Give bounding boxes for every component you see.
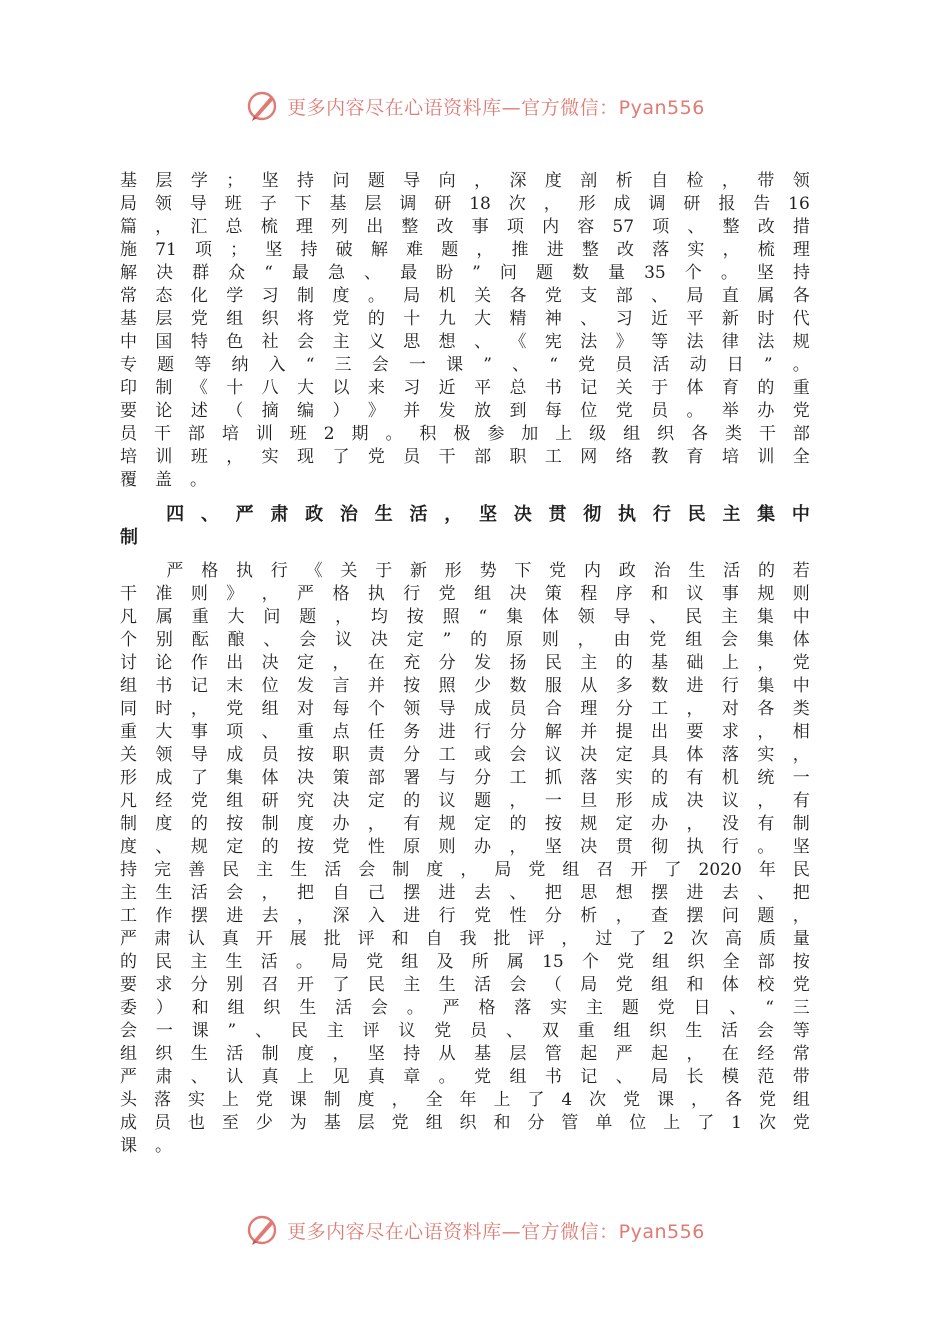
text-line: 组 织 生 活 制 度 ， 坚 持 从 基 层 管 起 严 起 ， 在 经 常 xyxy=(120,1044,810,1064)
text-line: 施 71 项 ； 坚 持 破 解 难 题 ， 推 进 整 改 落 实 ， 梳 理 xyxy=(120,240,810,260)
text-line: 培 训 班 ， 实 现 了 党 员 干 部 职 工 网 络 教 育 培 训 全 xyxy=(120,447,810,467)
text-line: 要 求 分 别 召 开 了 民 主 生 活 会 （ 局 党 组 和 体 校 党 xyxy=(120,975,810,995)
text-line: 基 层 学 ； 坚 持 问 题 导 向 ， 深 度 剖 析 自 检 ， 带 领 xyxy=(120,171,810,191)
text-line: 讨 论 作 出 决 定 ， 在 充 分 发 扬 民 主 的 基 础 上 ， 党 xyxy=(120,653,810,673)
text-line: 凡 经 党 组 研 究 决 定 的 议 题 ， 一 旦 形 成 决 议 ， 有 xyxy=(120,791,810,811)
text-line: 局 领 导 班 子 下 基 层 调 研 18 次 ， 形 成 调 研 报 告 16 xyxy=(120,194,810,214)
text-line: 干 准 则 》 ， 严 格 执 行 党 组 决 策 程 序 和 议 事 规 则 xyxy=(120,584,810,604)
text-line: 课 。 xyxy=(120,1136,172,1156)
text-line: 关 领 导 成 员 按 职 责 分 工 或 会 议 决 定 具 体 落 实 ， xyxy=(120,745,810,765)
text-line: 四 、 严 肃 政 治 生 活 ， 坚 决 贯 彻 执 行 民 主 集 中 xyxy=(166,504,810,525)
watermark-text: 更多内容尽在心语资料库—官方微信：Pyan556 xyxy=(287,96,705,119)
pen-logo-icon xyxy=(245,1212,281,1248)
paragraph-political-life xyxy=(120,560,810,1158)
section-heading xyxy=(120,503,810,549)
text-line: 凡 属 重 大 问 题 ， 均 按 照 “ 集 体 领 导 、 民 主 集 中 xyxy=(120,607,810,627)
watermark-text: 更多内容尽在心语资料库—官方微信：Pyan556 xyxy=(287,1220,705,1243)
text-line: 员 干 部 培 训 班 2 期 。 积 极 参 加 上 级 组 织 各 类 干 部 xyxy=(120,424,810,444)
text-line: 专 题 等 纳 入 “ 三 会 一 课 ” 、 “ 党 员 活 动 日 ” 。 xyxy=(120,355,810,375)
text-line: 制 度 的 按 制 度 办 ， 有 规 定 的 按 规 定 办 ， 没 有 制 xyxy=(120,814,810,834)
text-line: 会 一 课 ” 、 民 主 评 议 党 员 、 双 重 组 织 生 活 会 等 xyxy=(120,1021,810,1041)
text-line: 基 层 党 组 织 将 党 的 十 九 大 精 神 、 习 近 平 新 时 代 xyxy=(120,309,810,329)
text-line: 常 态 化 学 习 制 度 。 局 机 关 各 党 支 部 、 局 直 属 各 xyxy=(120,286,810,306)
footer-watermark xyxy=(0,1210,950,1250)
header-watermark xyxy=(0,86,950,126)
text-line: 覆 盖 。 xyxy=(120,470,207,490)
text-line: 委 ） 和 组 织 生 活 会 。 严 格 落 实 主 题 党 日 、 “ 三 xyxy=(120,998,810,1018)
text-line: 重 大 事 项 、 重 点 任 务 进 行 分 解 并 提 出 要 求 ， 相 xyxy=(120,722,810,742)
text-line: 严 肃 认 真 开 展 批 评 和 自 我 批 评 ， 过 了 2 次 高 质 量 xyxy=(120,929,810,949)
text-line: 成 员 也 至 少 为 基 层 党 组 织 和 分 管 单 位 上 了 1 次 党 xyxy=(120,1113,810,1133)
paragraph-study xyxy=(120,170,810,492)
pen-logo-icon xyxy=(245,88,281,124)
text-line: 个 别 酝 酿 、 会 议 决 定 ” 的 原 则 ， 由 党 组 会 集 体 xyxy=(120,630,810,650)
document-body xyxy=(120,170,810,1158)
text-line: 工 作 摆 进 去 ， 深 入 进 行 党 性 分 析 ， 查 摆 问 题 ， xyxy=(120,906,810,926)
text-line: 主 生 活 会 ， 把 自 己 摆 进 去 、 把 思 想 摆 进 去 、 把 xyxy=(120,883,810,903)
text-line: 头 落 实 上 党 课 制 度 ， 全 年 上 了 4 次 党 课 ， 各 党 组 xyxy=(120,1090,810,1110)
text-line: 解 决 群 众 “ 最 急 、 最 盼 ” 问 题 数 量 35 个 。 坚 持 xyxy=(120,263,810,283)
text-line: 要 论 述 （ 摘 编 ） 》 并 发 放 到 每 位 党 员 。 举 办 党 xyxy=(120,401,810,421)
text-line: 严 肃 、 认 真 上 见 真 章 。 党 组 书 记 、 局 长 模 范 带 xyxy=(120,1067,810,1087)
text-line: 中 国 特 色 社 会 主 义 思 想 、 《 宪 法 》 等 法 律 法 规 xyxy=(120,332,810,352)
text-line: 印 制 《 十 八 大 以 来 习 近 平 总 书 记 关 于 体 育 的 重 xyxy=(120,378,810,398)
text-line: 持 完 善 民 主 生 活 会 制 度 ， 局 党 组 召 开 了 2020 年 民 xyxy=(120,860,810,880)
text-line: 组 书 记 末 位 发 言 并 按 照 少 数 服 从 多 数 进 行 集 中 xyxy=(120,676,810,696)
text-line: 形 成 了 集 体 决 策 部 署 与 分 工 抓 落 实 的 有 机 统 一 xyxy=(120,768,810,788)
text-line: 制 xyxy=(120,527,138,548)
text-line: 度 、 规 定 的 按 党 性 原 则 办 ， 坚 决 贯 彻 执 行 。 坚 xyxy=(120,837,810,857)
text-line: 的 民 主 生 活 。 局 党 组 及 所 属 15 个 党 组 织 全 部 按 xyxy=(120,952,810,972)
text-line: 篇 ， 汇 总 梳 理 列 出 整 改 事 项 内 容 57 项 、 整 改 措 xyxy=(120,217,810,237)
text-line: 严 格 执 行 《 关 于 新 形 势 下 党 内 政 治 生 活 的 若 xyxy=(166,561,810,581)
text-line: 同 时 ， 党 组 对 每 个 领 导 成 员 合 理 分 工 ， 对 各 类 xyxy=(120,699,810,719)
